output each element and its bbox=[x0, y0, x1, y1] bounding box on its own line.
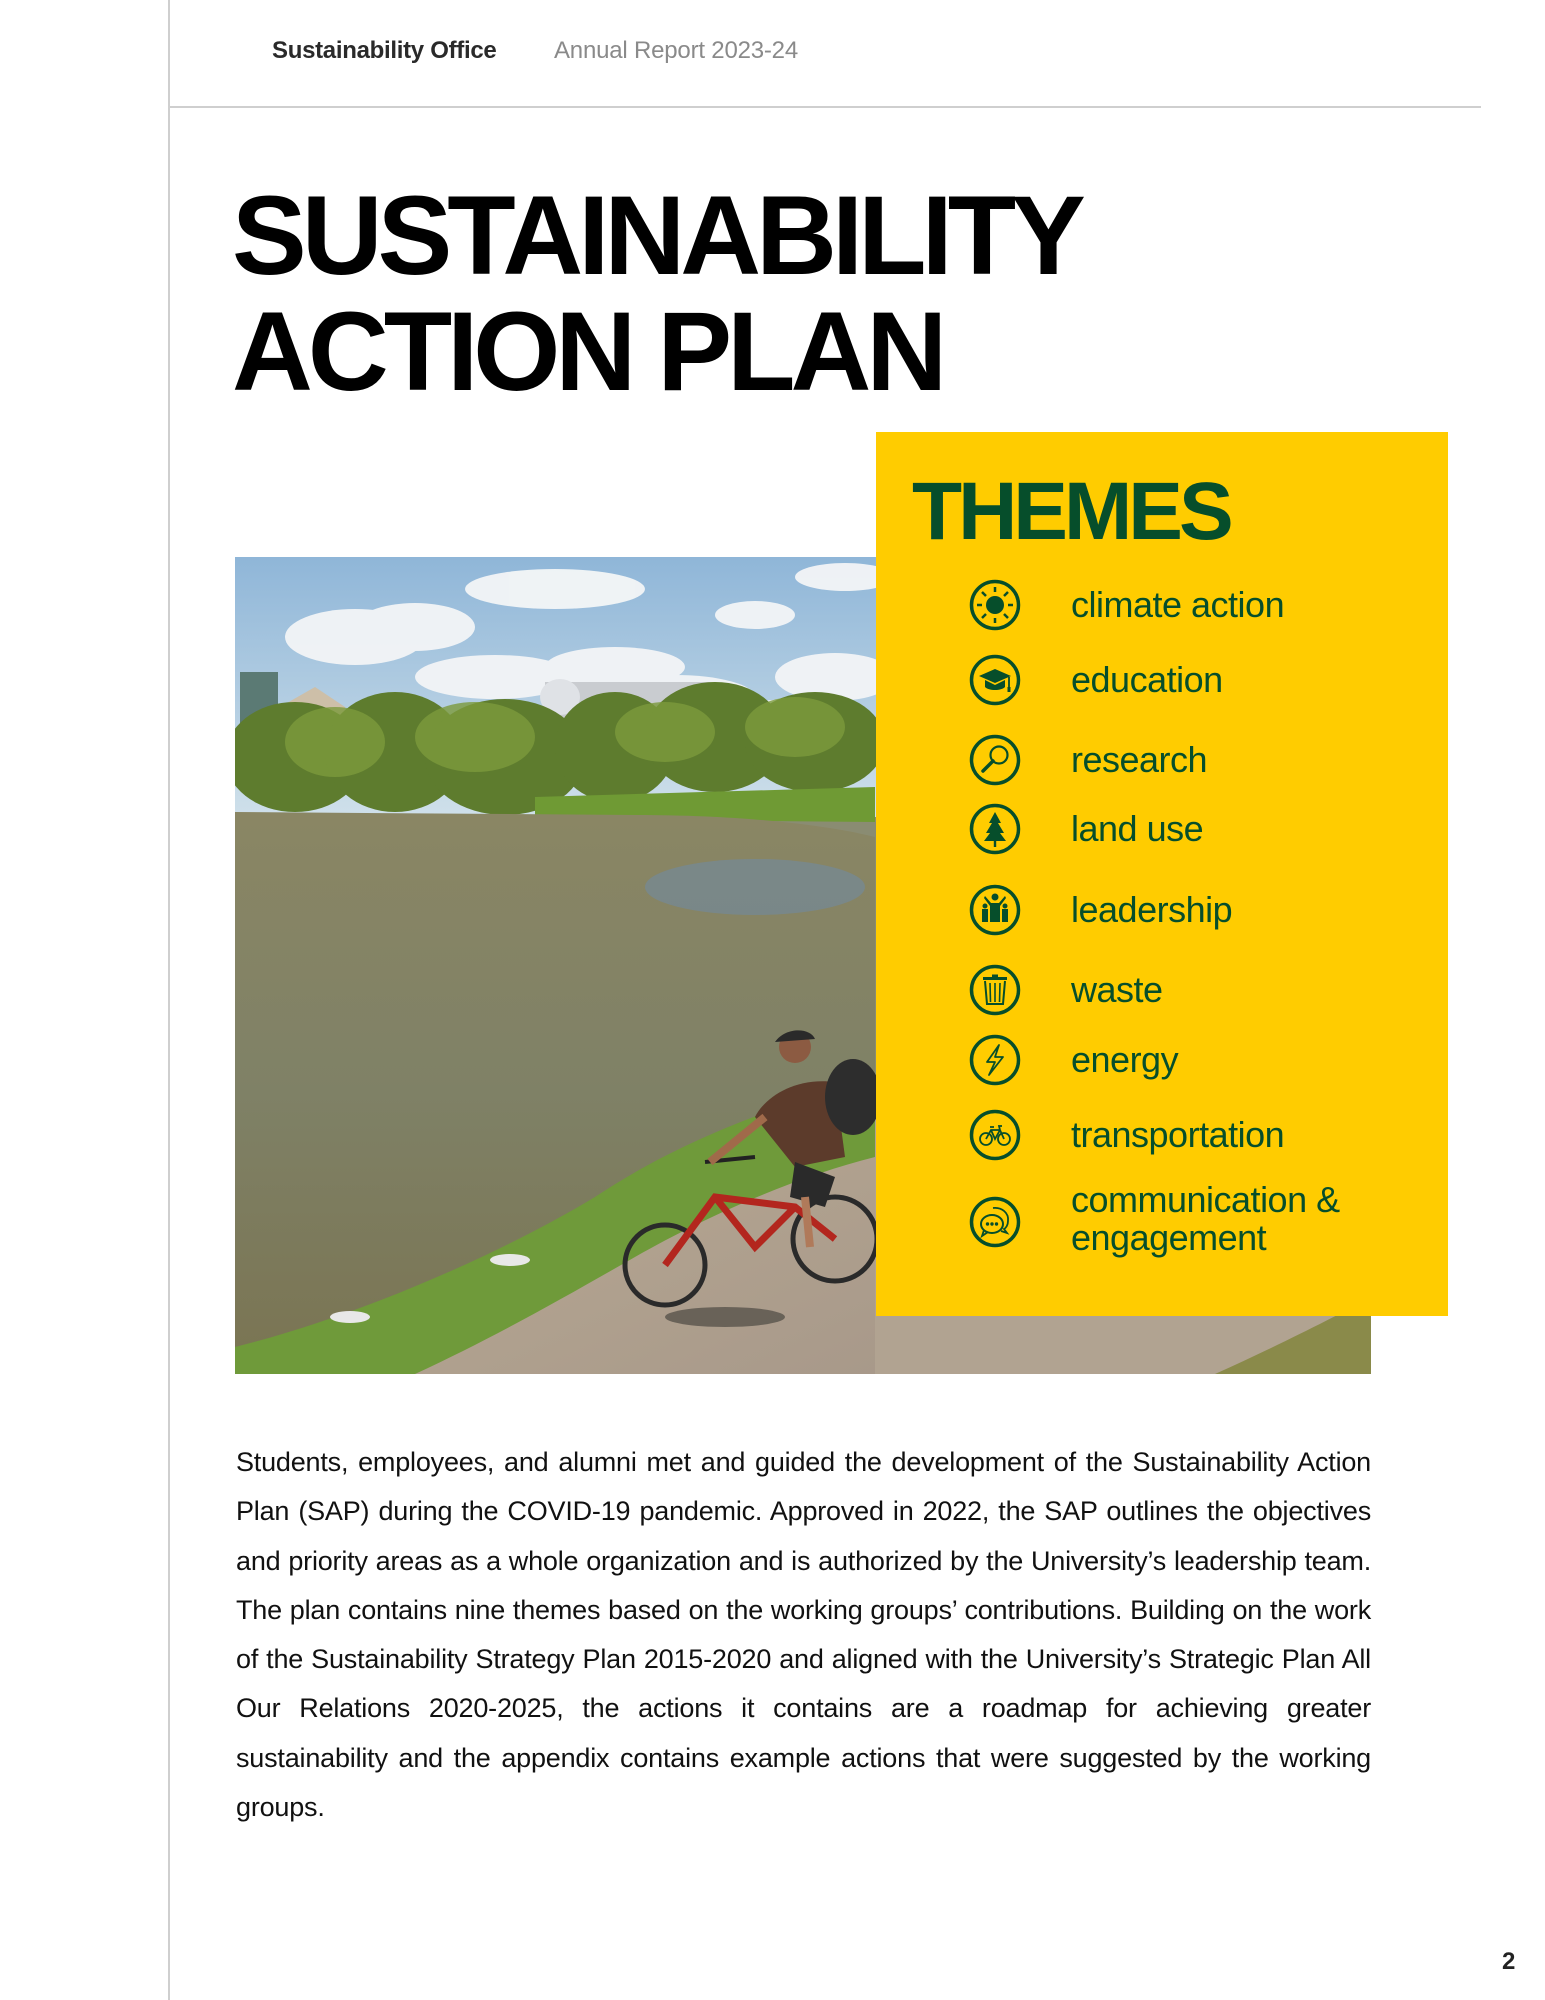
themes-heading: THEMES bbox=[912, 466, 1230, 557]
theme-label: leadership bbox=[1071, 889, 1233, 930]
theme-label: research bbox=[1071, 739, 1208, 780]
trash-can-icon bbox=[969, 964, 1021, 1016]
theme-label: waste bbox=[1071, 969, 1163, 1010]
bicycle-icon bbox=[969, 1109, 1021, 1161]
page-title-line1: SUSTAINABILITY bbox=[232, 173, 1081, 298]
left-margin-rule bbox=[168, 0, 170, 2000]
sun-icon bbox=[969, 579, 1021, 631]
page-title bbox=[232, 173, 1081, 414]
lightning-icon bbox=[969, 1034, 1021, 1086]
header-organization: Sustainability Office bbox=[272, 37, 497, 64]
magnifier-icon bbox=[969, 734, 1021, 786]
header-report-title: Annual Report 2023-24 bbox=[554, 37, 798, 64]
theme-label: energy bbox=[1071, 1039, 1179, 1080]
themes-panel bbox=[876, 432, 1448, 1316]
theme-label: land use bbox=[1071, 808, 1204, 849]
page-title-line2: ACTION PLAN bbox=[232, 289, 943, 414]
graduation-cap-icon bbox=[969, 654, 1021, 706]
people-icon bbox=[969, 884, 1021, 936]
body-paragraph: Students, employees, and alumni met and guided the development of the Sustainability Action Plan (SAP) during the COVID-19 pandemic. Approved in 2022, the SAP outlines the objectives and priority areas as a whole organization and is authorized by the University’s leadership team. The plan contains nine themes based on the working groups’ contributions. Building on the work of the Sustainability Strategy Plan 2015-2020 and aligned with the University’s Strategic Plan All Our Relations 2020-2025, the actions it contains are a roadmap for achieving greater sustainability and the appendix contains example actions that were suggested by the working groups. bbox=[236, 1447, 1371, 1823]
tree-icon bbox=[969, 803, 1021, 855]
theme-label: communication & bbox=[1071, 1179, 1340, 1220]
header-rule bbox=[168, 106, 1481, 108]
theme-label: transportation bbox=[1071, 1114, 1285, 1155]
theme-label-continued: engagement bbox=[1071, 1217, 1267, 1258]
chat-bubbles-icon bbox=[969, 1196, 1021, 1248]
theme-label: education bbox=[1071, 659, 1223, 700]
page-number: 2 bbox=[1502, 1948, 1516, 1975]
theme-label: climate action bbox=[1071, 584, 1285, 625]
